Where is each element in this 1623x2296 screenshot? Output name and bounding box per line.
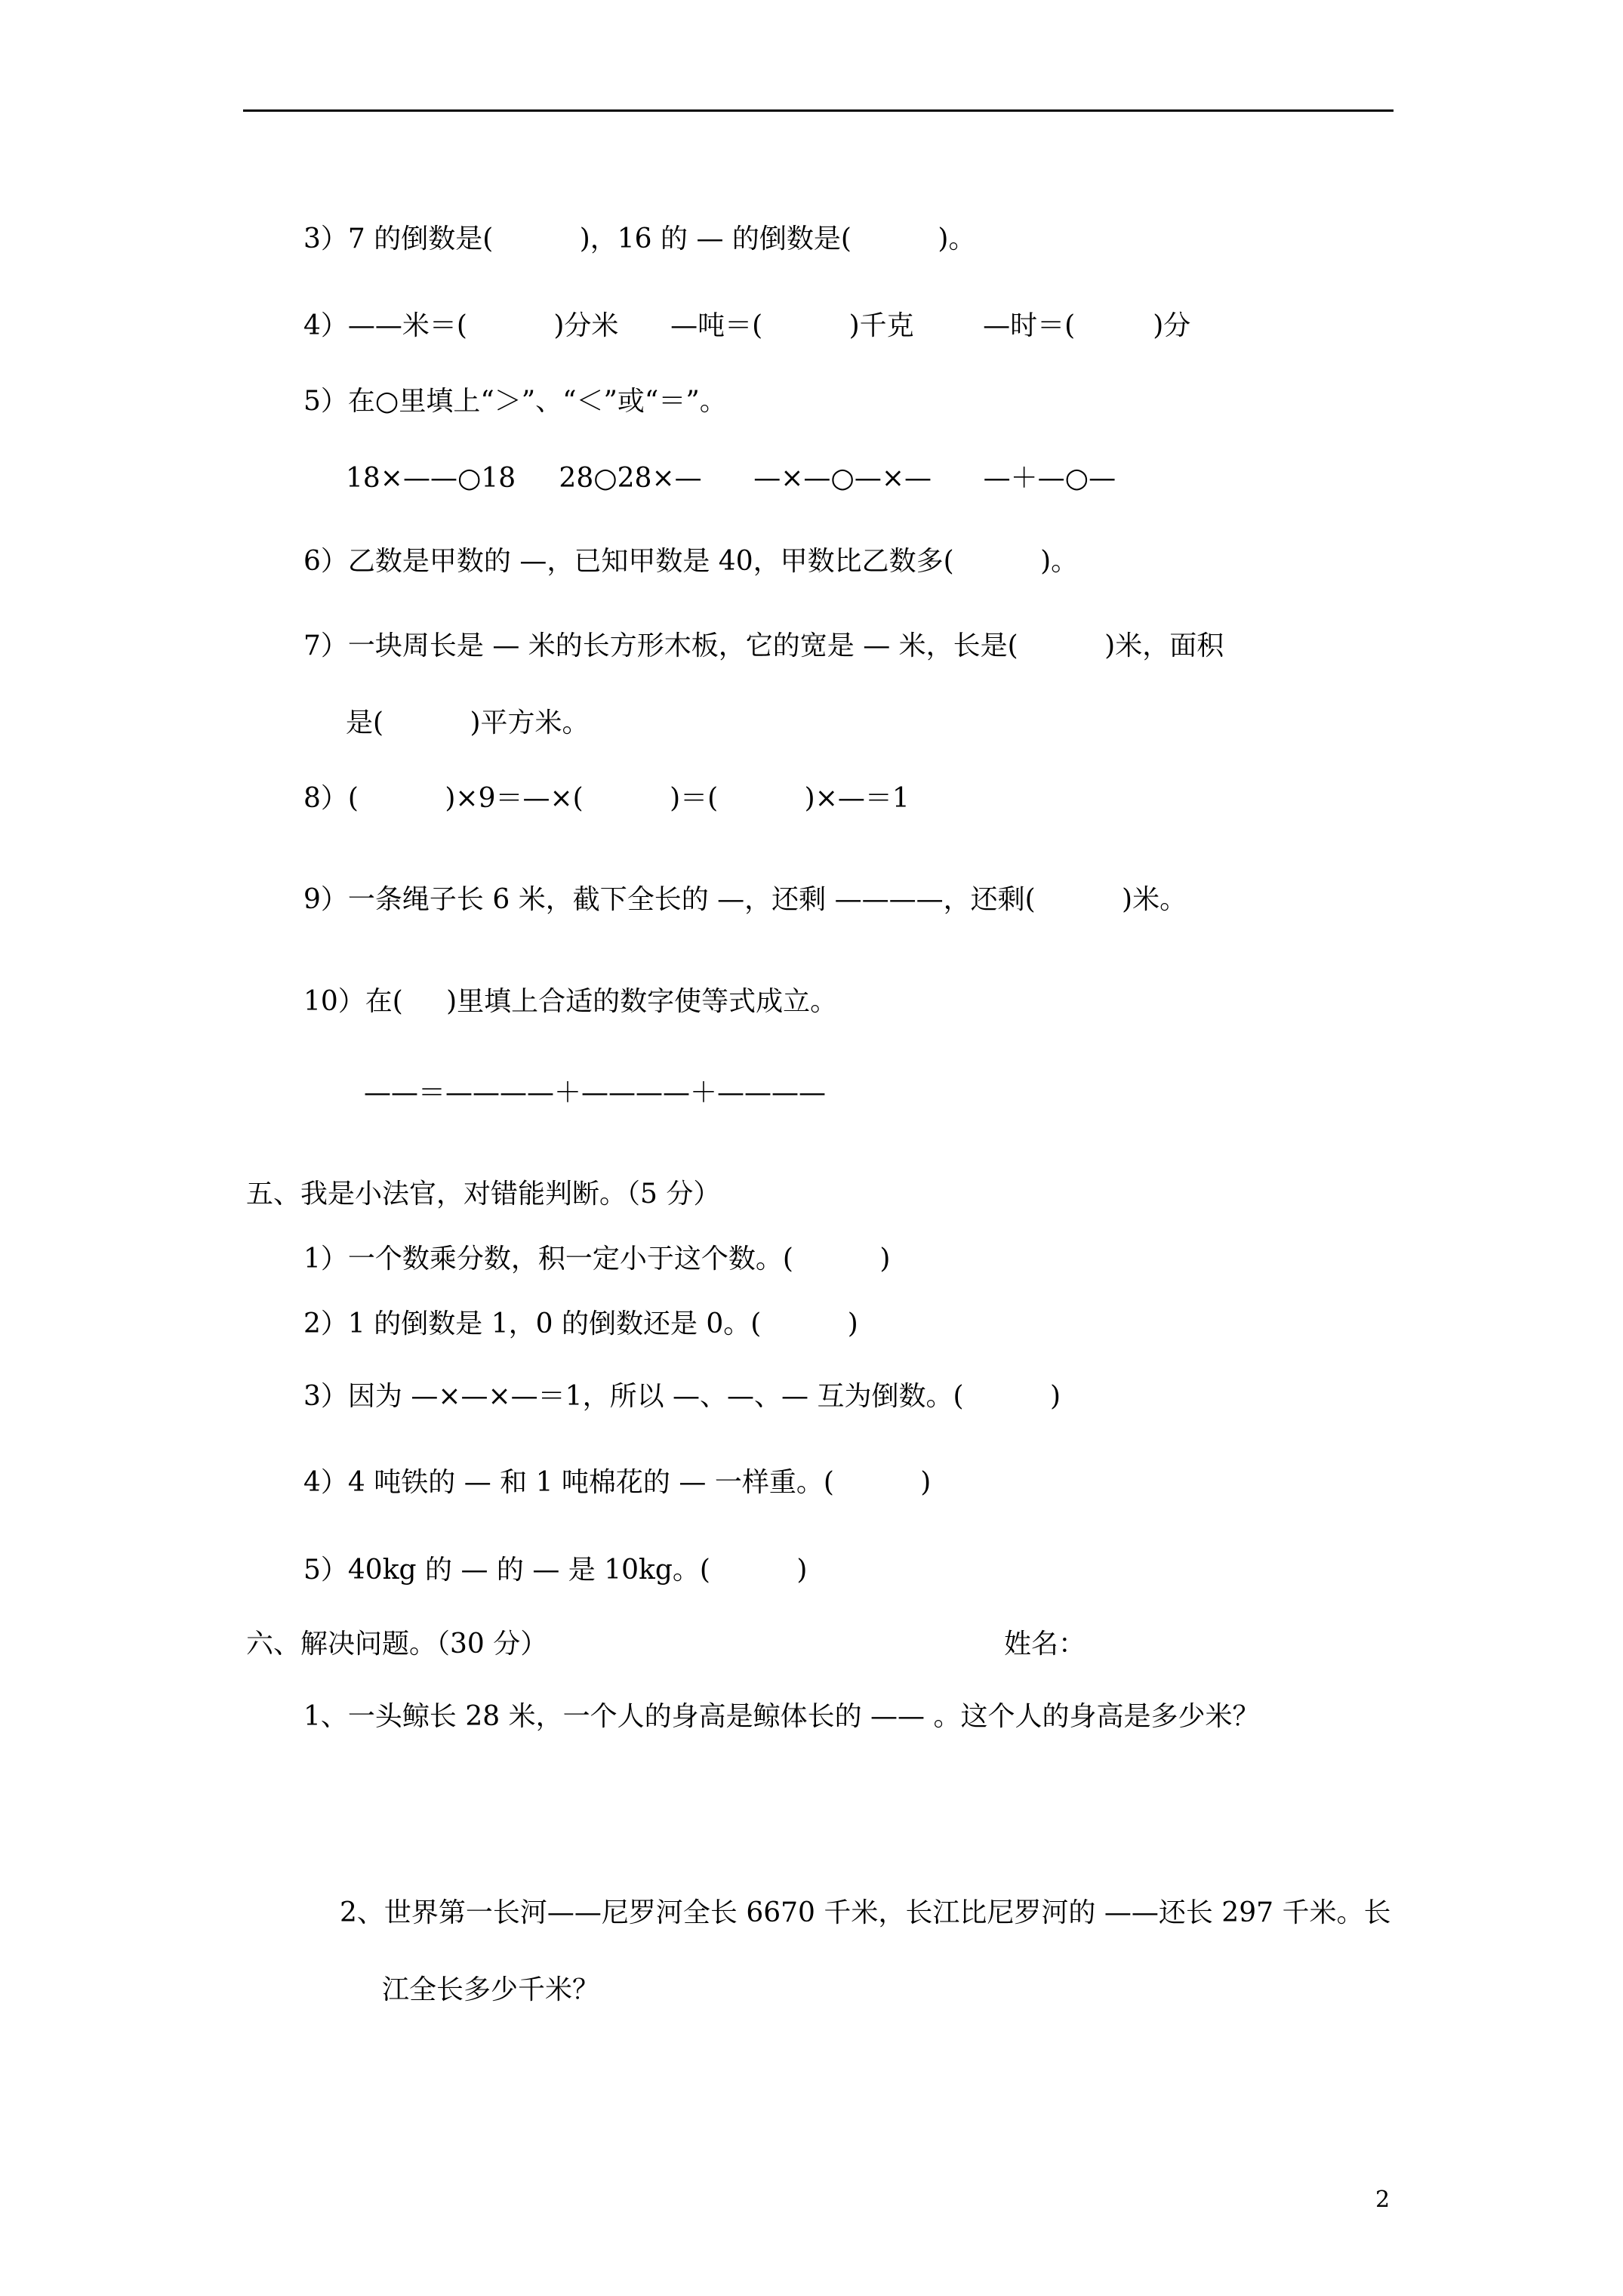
judgement-1: 1）一个数乘分数，积一定小于这个数。( ) [303, 1244, 891, 1274]
question-7: 7）一块周长是 — 米的长方形木板，它的宽是 — 米，长是( )米，面积 [303, 630, 1224, 661]
judgement-5: 5）40kg 的 — 的 — 是 10kg。( ) [303, 1555, 808, 1586]
question-6: 6）乙数是甲数的 —，已知甲数是 40，甲数比乙数多( )。 [303, 546, 1079, 577]
question-7-continued: 是( )平方米。 [346, 707, 590, 738]
question-8: 8）( )×9＝—×( )＝( )×—＝1 [303, 783, 910, 814]
question-4: 4）——米＝( )分米 —吨＝( )千克 —时＝( )分 [303, 310, 1191, 341]
section-6-title: 六、解决问题。（30 分） [246, 1629, 548, 1660]
question-5-expressions: 18×——○18 28○28×— —×—○—×— —＋—○— [346, 463, 1116, 494]
question-10-expression: ——＝————＋————＋———— [364, 1077, 826, 1108]
problem-2-continued: 江全长多少千米？ [382, 1974, 600, 2005]
judgement-3: 3）因为 —×—×—＝1，所以 —、—、— 互为倒数。( ) [303, 1381, 1061, 1412]
judgement-4: 4）4 吨铁的 — 和 1 吨棉花的 — 一样重。( ) [303, 1467, 932, 1498]
problem-2: 2、世界第一长河——尼罗河全长 6670 千米，长江比尼罗河的 ——还长 297 千米。长 [340, 1897, 1391, 1928]
name-label: 姓名： [1004, 1629, 1086, 1660]
judgement-2: 2）1 的倒数是 1，0 的倒数还是 0。( ) [303, 1308, 858, 1339]
problem-1: 1、一头鲸长 28 米，一个人的身高是鲸体长的 —— 。这个人的身高是多少米？ [303, 1701, 1260, 1732]
question-3: 3）7 的倒数是( )，16 的 — 的倒数是( )。 [303, 223, 976, 254]
header-rule [243, 109, 1394, 112]
section-5-title: 五、我是小法官，对错能判断。（5 分） [246, 1179, 721, 1210]
question-9: 9）一条绳子长 6 米，截下全长的 —，还剩 ————，还剩( )米。 [303, 884, 1187, 915]
question-5: 5）在○里填上“＞”、“＜”或“＝”。 [303, 386, 727, 417]
question-10: 10）在( )里填上合适的数字使等式成立。 [303, 986, 838, 1017]
page-number: 2 [1375, 2187, 1390, 2213]
